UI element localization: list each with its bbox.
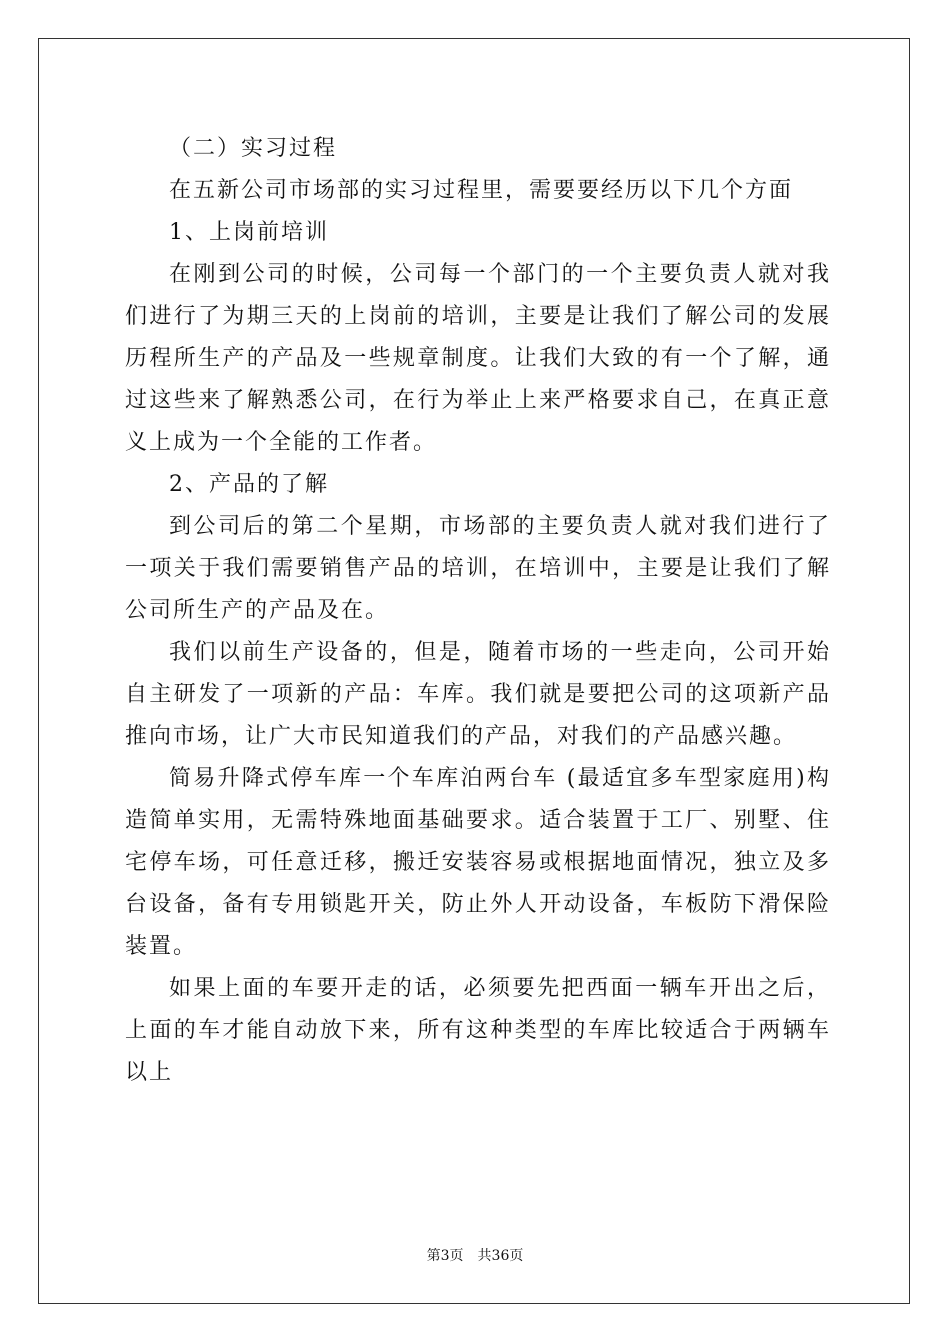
total-pages: 共36页 bbox=[477, 1248, 524, 1264]
paragraph: 我们以前生产设备的，但是，随着市场的一些走向，公司开始自主研发了一项新的产品：车库。我们就是要把公司的这项新产品推向市场，让广大市民知道我们的产品，对我们的产品感兴趣。 bbox=[125, 640, 831, 749]
paragraph: 简易升降式停车库一个车库泊两台车 (最适宜多车型家庭用)构造简单实用，无需特殊地面基础要求。适合装置于工厂、别墅、住宅停车场，可任意迁移，搬迁安装容易或根据地面情况，独立及多台设备，备有专用锁匙开关，防止外人开动设备，车板防下滑保险装置。 bbox=[125, 766, 831, 959]
paragraph: 在刚到公司的时候，公司每一个部门的一个主要负责人就对我们进行了为期三天的上岗前的培训，主要是让我们了解公司的发展历程所生产的产品及一些规章制度。让我们大致的有一个了解，通过这些来了解熟悉公司，在行为举止上来严格要求自己，在真正意义上成为一个全能的工作者。 bbox=[125, 262, 831, 455]
subheading: 1、上岗前培训 bbox=[169, 220, 329, 245]
page-footer bbox=[0, 1246, 950, 1266]
paragraph: 在五新公司市场部的实习过程里，需要要经历以下几个方面 bbox=[169, 178, 794, 203]
page-number: 第3页 bbox=[426, 1248, 464, 1264]
paragraph: 如果上面的车要开走的话，必须要先把西面一辆车开出之后，上面的车才能自动放下来，所有这种类型的车库比较适合于两辆车以上 bbox=[125, 976, 831, 1085]
section-heading: （二）实习过程 bbox=[169, 136, 338, 161]
document-body bbox=[125, 128, 831, 1094]
paragraph: 到公司后的第二个星期，市场部的主要负责人就对我们进行了一项关于我们需要销售产品的培训，在培训中，主要是让我们了解公司所生产的产品及在。 bbox=[125, 514, 831, 623]
subheading: 2、产品的了解 bbox=[169, 472, 329, 497]
